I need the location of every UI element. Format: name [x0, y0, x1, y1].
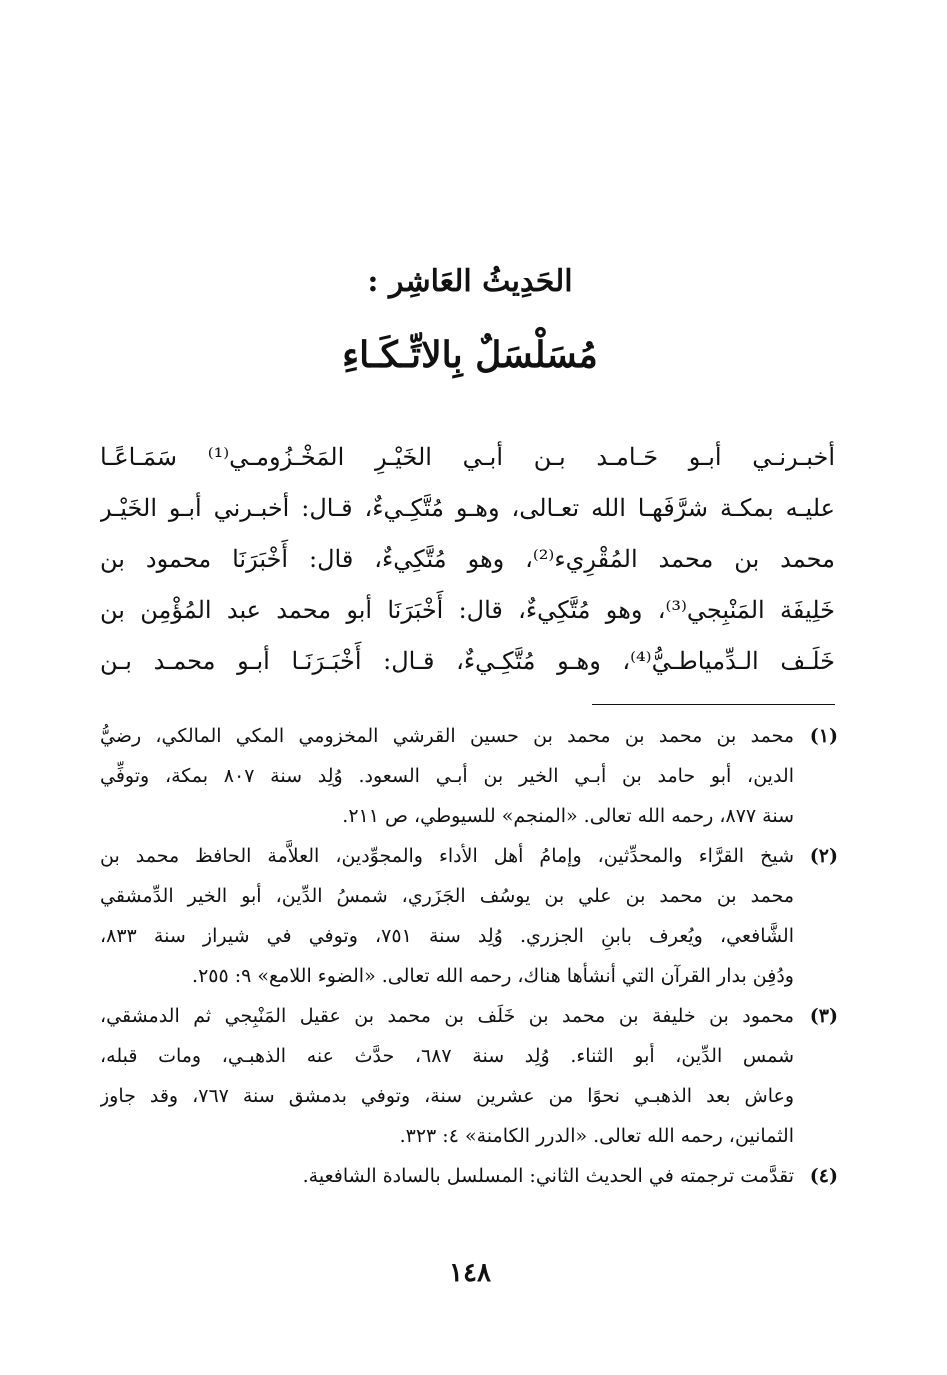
footnote-1: [100, 716, 838, 836]
main-text-line: محمد بن محمد المُقْرِيء⁽²⁾، وهو مُتَّكِيءٌ، قال: أَخْبَرَنَا محمود بن: [100, 545, 835, 573]
footnote-line: محمود بن خليفة بن محمد بن خَلَف بن محمد بن عقيل المَنْبِجي ثم الدمشقي،: [100, 1005, 794, 1027]
main-text-line: عليـه بمكـة شرَّفَهـا الله تعـالى، وهـو مُتَّكِـيءٌ، قـال: أخبـرني أبـو الخَيْـر: [100, 494, 835, 522]
footnote-3: [100, 996, 838, 1156]
footnote-line: الثمانين، رحمه الله تعالى. «الدرر الكامنة» ٤: ٣٢٣.: [399, 1125, 794, 1147]
footnote-line: تقدَّمت ترجمته في الحديث الثاني: المسلسل بالسادة الشافعية.: [302, 1165, 794, 1187]
main-text-line: خَلَـف الـدِّمياطـيُّ⁽⁴⁾، وهـو مُتَّكِـيءٌ، قـال: أَخْبَـرَنَـا أبـو محمـد بـن: [100, 647, 835, 675]
footnote-line: الدين، أبو حامد بن أبـي الخير بن أبـي السعود. وُلِد سنة ٨٠٧ بمكة، وتوفِّي: [100, 765, 794, 787]
page-number: ١٤٨: [449, 1258, 491, 1288]
footnote-2: [100, 836, 838, 996]
footnote-line: وعاش بعد الذهبـي نحوًا من عشرين سنة، وتوفي بدمشق سنة ٧٦٧، وقد جاوز: [100, 1085, 794, 1107]
main-text-line: خَلِيفَة المَنْبِجي⁽³⁾، وهو مُتَّكِيءٌ، قال: أَخْبَرَنَا أبو محمد عبد المُؤْمِن بن: [100, 596, 835, 624]
footnote-line: شيخ القرَّاء والمحدِّثين، وإمامُ أهل الأداء والمجوِّدين، العلاَّمة الحافظ محمد بن: [100, 845, 794, 867]
footnote-number: (٣): [809, 1005, 838, 1027]
footnote-4: [100, 1156, 838, 1196]
chapter-subtitle: مُسَلْسَلٌ بِالاتِّـكَـاءِ: [342, 334, 598, 376]
footnote-line: الشَّافعي، ويُعرف بابنِ الجزري. وُلِد سنة ٧٥١، وتوفي في شيراز سنة ٨٣٣،: [100, 925, 794, 947]
footnote-separator: [592, 704, 835, 705]
chapter-title: الحَدِيثُ العَاشِر :: [367, 264, 573, 299]
footnote-number: (٤): [809, 1165, 838, 1187]
footnote-line: شمس الدِّين، أبو الثناء. وُلِد سنة ٦٨٧، حدَّث عنه الذهبـي، ومات قبله،: [100, 1045, 794, 1067]
footnote-line: سنة ٨٧٧، رحمه الله تعالى. «المنجم» للسيوطي، ص ٢١١.: [342, 805, 794, 827]
footnote-number: (٢): [809, 845, 838, 867]
footnote-line: محمد بن محمد بن علي بن يوسُف الجَزَري، شمسُ الدِّين، أبو الخير الدِّمشقي: [100, 885, 794, 907]
main-text: [100, 432, 835, 687]
main-text-line: أخبـرنـي أبـو حَـامـد بـن أبـي الخَيْـرِ المَخْـزُومـي⁽¹⁾ سَمَـاعًـا: [100, 443, 835, 471]
footnote-line: محمد بن محمد بن محمد بن حسين القرشي المخزومي المكي المالكي، رضيُّ: [100, 725, 794, 747]
footnote-line: ودُفِن بدار القرآن التي أنشأها هناك، رحمه الله تعالى. «الضوء اللامع» ٩: ٢٥٥.: [192, 965, 794, 987]
footnotes: [100, 716, 838, 1196]
footnote-number: (١): [809, 725, 838, 747]
